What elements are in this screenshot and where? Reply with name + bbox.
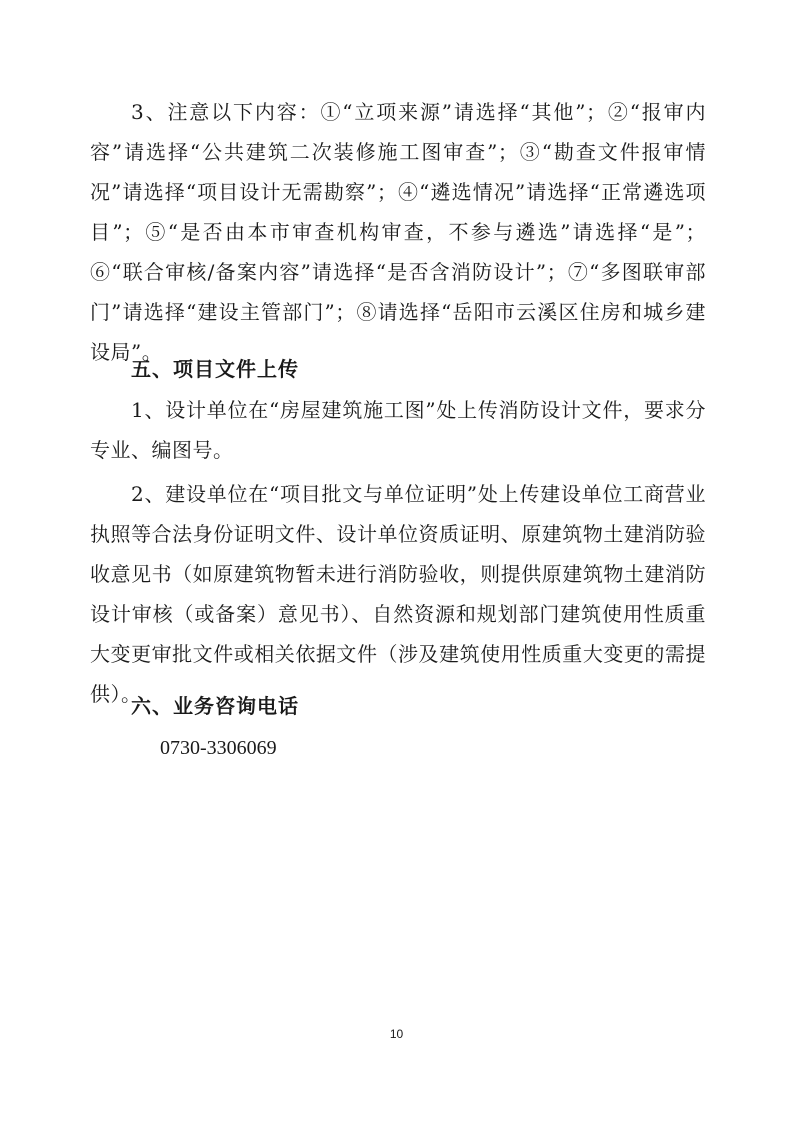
paragraph-construction-unit-upload: 2、建设单位在“项目批文与单位证明”处上传建设单位工商营业执照等合法身份证明文件、设计单位资质证明、原建筑物土建消防验收意见书（如原建筑物暂未进行消防验收，则提供原建筑物土建消防设计审核（或备案）意见书）、自然资源和规划部门建筑使用性质重大变更审批文件或相关依据文件（涉及建筑使用性质重大变更的需提供）。 [90, 482, 706, 706]
section-heading-consultation-phone: 六、业务咨询电话 [131, 694, 299, 718]
consultation-phone-number: 0730-3306069 [160, 737, 277, 759]
page-number: 10 [389, 1027, 404, 1041]
section-heading-file-upload: 五、项目文件上传 [131, 357, 299, 381]
paragraph-notes: 3、注意以下内容：①“立项来源”请选择“其他”；②“报审内容”请选择“公共建筑二次装修施工图审查”；③“勘查文件报审情况”请选择“项目设计无需勘察”；④“遴选情况”请选择“正常遴选项目”；⑤“是否由本市审查机构审查，不参与遴选”请选择“是”；⑥“联合审核/备案内容”请选择“是否含消防设计”；⑦“多图联审部门”请选择“建设主管部门”；⑧请选择“岳阳市云溪区住房和城乡建设局”。 [90, 100, 706, 364]
paragraph-design-unit-upload: 1、设计单位在“房屋建筑施工图”处上传消防设计文件，要求分专业、编图号。 [90, 398, 706, 462]
